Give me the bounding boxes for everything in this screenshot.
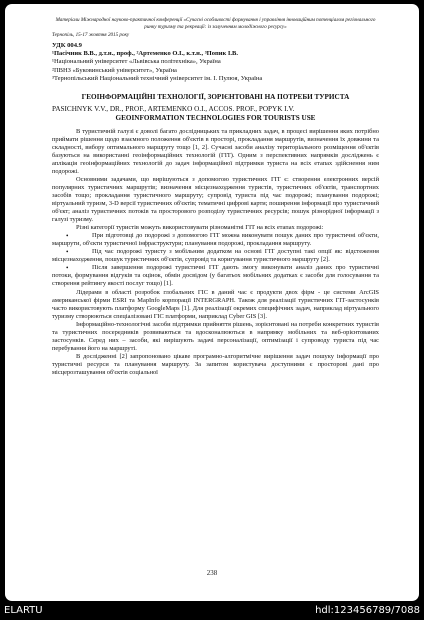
bullet-icon: • bbox=[66, 264, 69, 273]
paper-title-en-authors: PASICHNYK V.V., DR., PROF., ARTEMENKO O.I., ACCOS. PROF., POPYK I.V. bbox=[52, 105, 295, 114]
bullet-icon: • bbox=[66, 232, 69, 241]
paragraph-2: Основними задачами, що вирішуються з допомогою туристичних ГІТ є: створення електронних версій популярних туристичних маршрутів; визначення місцезнаходження туристів, туристичних об'єктів, транспортних засобів тощо; прокладання туристичного маршруту; супровід туриста під час подорожі; планування подорожі; віртуальний туризм, 3-D версії туристичних об'єктів; тематичні цифрові карти; поширення інформації про туристичний об'єкт; аналіз туристичних потоків та просторового розподілу туристичних ресурсів; пошук різнорідної інформації з галузі туризму. bbox=[52, 175, 379, 224]
paper-title: ГЕОІНФОРМАЦІЙНІ ТЕХНОЛОГІЇ, ЗОРІЄНТОВАНІ НА ПОТРЕБИ ТУРИСТА bbox=[81, 93, 350, 102]
paragraph-5: Інформаційно-технологічні засоби підтримки прийняття рішень, зорієнтовані на потреби конкретних туристів та туристичних посередників розвиваються та вдосконалюються в напрямку мобільних та веб-орієнтованих застосунків. Серед них – засоби, які вирішують задачі персоналізації, оптимізації і супроводу туриста під час перебування його на маршруті. bbox=[52, 320, 379, 352]
list-item bbox=[52, 232, 379, 248]
paper-title-en: GEOINFORMATION TECHNOLOGIES FOR TOURISTS USE bbox=[115, 114, 316, 122]
document-page bbox=[5, 4, 419, 601]
repository-name: ELARTU bbox=[4, 605, 43, 616]
authors: ¹Пасічник В.В., д.т.н., проф., ²Артеменко О.І., к.т.н., ³Попик І.В. bbox=[52, 49, 238, 57]
bullet-icon: • bbox=[66, 248, 69, 257]
document-content bbox=[52, 17, 379, 377]
list-item bbox=[52, 264, 379, 288]
list-item-text: Після завершення подорожі туристичні ГІТ дають змогу виконувати аналіз даних про туристичні потоки, формування відгуків та оцінок, обмін досвідом (у багатьох мобільних додатках є засоби для голосування та створення рейтингу якості послуг тощо) [1]. bbox=[52, 264, 379, 288]
affiliation-2: ²ПВНЗ «Буковинський університет», Україна bbox=[52, 66, 177, 74]
paragraph-1: В туристичній галузі є доволі багато дослідницьких та прикладних задач, в процесі вирішення яких потрібно приймати рішення щодо взаємного положення об'єктів в просторі, прокладання маршрутів, визначення їх довжини та складності, вибору оптимального маршруту тощо [1, 2]. Сучасні засоби аналізу територіального розміщення об'єктів базуються на використанні геоінформаційних технологій (ГІТ). Одним з перспективних напрямків досліджень є аплікація геоінформаційних технологій до задач інформаційної підтримки туриста на всіх етапах здійснення ним подорожі. bbox=[52, 127, 379, 175]
paragraph-4: Лідерами в області розробок глобальних ГІС в даний час є продукти двох фірм - це системи ArcGIS американської фірми ESRI та MapInfo корпорації INTERGRAPH. Також для реалізації туристичних ГІТ-застосунків часто використовують платформу GoogleMaps [1]. Для реалізації окремих специфічних задач, наприклад віртуального туризму створюються спеціалізовані ГІС платформи, наприклад Cyber GIS [3]. bbox=[52, 288, 379, 320]
list-item-text: Під час подорожі туристу з мобільним додатком на основі ГІТ доступні такі опції як: відстеження місцезнаходження, пошук туристичних об'єктів, супровід та коригування туристичного маршруту [2]. bbox=[52, 248, 379, 264]
footer-bar bbox=[0, 603, 424, 620]
conference-header: Матеріали Міжнародної науково-практичної конференції «Сучасні особливості формування і управління інноваційним потенціалом регіонального ринку туризму та рекреації: із залученням молодіжного ресурсу» bbox=[55, 17, 376, 30]
page-number: 238 bbox=[206, 569, 218, 577]
handle-id: hdl:123456789/7088 bbox=[315, 605, 420, 616]
affiliation-3: ³Тернопільський Національний технічний університет ім. І. Пулюя, Україна bbox=[52, 75, 263, 82]
affiliation-1: ¹Національний університет «Львівська політехніка», Україна bbox=[52, 58, 221, 66]
list-item-text: При підготовці до подорожі з допомогою ГІТ можна виконувати пошук даних про туристичні об'єкти, маршрути, об'єкти туристичної інфраструктури; планування подорожі, прокладання маршруту. bbox=[52, 232, 379, 248]
paragraph-6: В дослідженні [2] запропоновано цікаве програмно-алгоритмічне вирішення задач пошуку інформації про туристичні ресурси та планування маршруту. За запитом користувача доступними є просторові дані про місцерозташування об'єктів соціальної bbox=[52, 352, 379, 376]
list-item bbox=[52, 248, 379, 264]
paragraph-3: Різні категорії туристів можуть використовувати різноманітні ГІТ на всіх етапах подорожі: bbox=[76, 224, 324, 232]
udk-code: УДК 004.9 bbox=[52, 41, 82, 49]
place-date: Тернопіль, 15-17 жовтня 2015 року bbox=[52, 32, 130, 39]
